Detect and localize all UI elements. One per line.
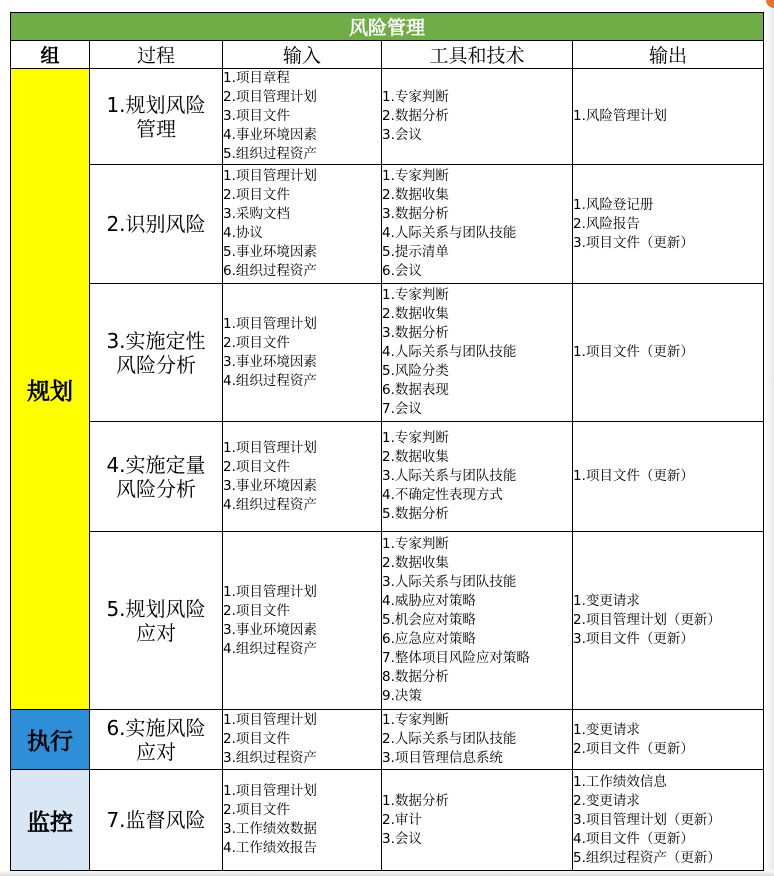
process-name-line: 3.实施定性 <box>106 328 206 353</box>
inputs-cell-item: 1.项目管理计划 <box>223 783 317 799</box>
tools-cell-item: 3.项目管理信息系统 <box>382 750 503 766</box>
header-outputs: 输出 <box>573 41 764 69</box>
process-name <box>90 69 223 165</box>
risk-management-table <box>10 12 764 871</box>
process-name-line: 应对 <box>136 739 176 764</box>
tools-cell-item: 2.人际关系与团队技能 <box>382 731 517 747</box>
outputs-cell-item: 1.变更请求 <box>573 593 640 609</box>
process-name-line: 5.规划风险 <box>106 596 206 621</box>
tools-cell-item: 2.数据收集 <box>382 306 449 322</box>
inputs-cell-item: 3.工作绩效数据 <box>223 821 317 837</box>
inputs-cell-item: 4.工作绩效报告 <box>223 840 317 856</box>
process-row <box>11 165 764 284</box>
tools-cell-item: 1.专家判断 <box>382 287 449 303</box>
outputs-cell <box>573 532 764 710</box>
outputs-cell-item: 4.项目文件（更新） <box>573 830 694 847</box>
tools-cell <box>382 422 573 532</box>
outputs-cell <box>573 284 764 422</box>
process-name <box>90 422 223 532</box>
process-name-line: 4.实施定量 <box>106 452 206 477</box>
inputs-cell <box>223 770 382 871</box>
inputs-cell-item: 4.组织过程资产 <box>223 640 317 657</box>
process-row <box>11 284 764 422</box>
inputs-cell-item: 1.项目管理计划 <box>223 315 317 332</box>
inputs-cell-item: 2.项目文件 <box>223 187 290 203</box>
inputs-cell <box>223 532 382 710</box>
table-title: 风险管理 <box>11 13 764 41</box>
tools-cell-item: 4.人际关系与团队技能 <box>382 225 517 241</box>
tools-cell-item: 3.会议 <box>382 830 422 847</box>
inputs-cell <box>223 69 382 165</box>
header-tools: 工具和技术 <box>382 41 573 69</box>
tools-cell <box>382 284 573 422</box>
outputs-cell-item: 1.工作绩效信息 <box>573 773 667 790</box>
process-row <box>11 770 764 871</box>
outputs-cell <box>573 165 764 284</box>
tools-cell <box>382 710 573 770</box>
process-name <box>90 770 223 871</box>
header-group: 组 <box>11 41 90 69</box>
outputs-cell-item: 1.变更请求 <box>573 721 640 738</box>
tools-cell <box>382 69 573 165</box>
inputs-cell-item: 2.项目文件 <box>223 334 290 351</box>
process-name <box>90 165 223 284</box>
inputs-cell-item: 5.事业环境因素 <box>223 244 317 260</box>
outputs-cell-item: 1.风险管理计划 <box>573 108 667 124</box>
tools-cell-item: 8.数据分析 <box>382 669 449 685</box>
tools-cell-item: 7.整体项目风险应对策略 <box>382 650 530 666</box>
tools-cell-item: 3.数据分析 <box>382 206 449 222</box>
inputs-cell-item: 3.事业环境因素 <box>223 353 317 370</box>
outputs-cell-item: 3.项目文件（更新） <box>573 234 694 251</box>
outputs-cell-item: 2.变更请求 <box>573 792 640 809</box>
tools-cell-item: 6.会议 <box>382 263 422 279</box>
tools-cell-item: 4.不确定性表现方式 <box>382 487 503 503</box>
tools-cell-item: 4.人际关系与团队技能 <box>382 344 517 360</box>
tools-cell-item: 2.审计 <box>382 811 422 828</box>
outputs-cell-item: 5.组织过程资产（更新） <box>573 849 721 866</box>
tools-cell-item: 2.数据收集 <box>382 187 449 203</box>
tools-cell-item: 1.数据分析 <box>382 792 449 809</box>
tools-cell-item: 4.威胁应对策略 <box>382 593 476 609</box>
group-monitoring: 监控 <box>11 770 90 871</box>
tools-cell-item: 2.数据收集 <box>382 449 449 465</box>
tools-cell-item: 1.专家判断 <box>382 430 449 446</box>
tools-cell-item: 3.人际关系与团队技能 <box>382 468 517 484</box>
outputs-cell <box>573 422 764 532</box>
process-row <box>11 422 764 532</box>
outputs-cell-item: 1.项目文件（更新） <box>573 468 694 484</box>
process-name <box>90 284 223 422</box>
tools-cell-item: 1.专家判断 <box>382 712 449 728</box>
process-name <box>90 532 223 710</box>
process-name-line: 2.识别风险 <box>106 212 206 236</box>
process-row <box>11 710 764 770</box>
outputs-cell-item: 2.项目管理计划（更新） <box>573 612 721 628</box>
tools-cell-item: 5.风险分类 <box>382 363 449 379</box>
inputs-cell-item: 4.组织过程资产 <box>223 496 317 513</box>
outputs-cell-item: 2.项目文件（更新） <box>573 740 694 757</box>
inputs-cell-item: 6.组织过程资产 <box>223 263 317 279</box>
tools-cell <box>382 165 573 284</box>
inputs-cell-item: 2.项目文件 <box>223 802 290 818</box>
tools-cell-item: 2.数据分析 <box>382 108 449 124</box>
inputs-cell-item: 3.事业环境因素 <box>223 621 317 638</box>
process-name-line: 应对 <box>136 620 176 645</box>
outputs-cell-item: 3.项目文件（更新） <box>573 631 694 647</box>
group-executing: 执行 <box>11 710 90 770</box>
tools-cell-item: 3.会议 <box>382 127 422 143</box>
tools-cell-item: 1.专家判断 <box>382 168 449 184</box>
inputs-cell-item: 1.项目管理计划 <box>223 712 317 728</box>
title-row <box>11 13 764 41</box>
inputs-cell-item: 1.项目管理计划 <box>223 168 317 184</box>
inputs-cell <box>223 422 382 532</box>
tools-cell-item: 3.数据分析 <box>382 325 449 341</box>
inputs-cell-item: 3.组织过程资产 <box>223 750 317 766</box>
header-row <box>11 41 764 69</box>
tools-cell <box>382 770 573 871</box>
tools-cell-item: 2.数据收集 <box>382 555 449 571</box>
tools-cell <box>382 532 573 710</box>
tools-cell-item: 1.专家判断 <box>382 536 449 552</box>
process-row <box>11 532 764 710</box>
tools-cell-item: 5.机会应对策略 <box>382 612 476 628</box>
tools-cell-item: 5.提示清单 <box>382 244 449 260</box>
outputs-cell-item: 2.风险报告 <box>573 215 640 232</box>
process-name <box>90 710 223 770</box>
inputs-cell-item: 3.采购文档 <box>223 206 290 222</box>
inputs-cell-item: 4.协议 <box>223 225 263 241</box>
tools-cell-item: 6.数据表现 <box>382 382 449 398</box>
process-name-line: 6.实施风险 <box>106 715 206 740</box>
page-shadow-right <box>766 8 774 870</box>
outputs-cell <box>573 770 764 871</box>
tools-cell-item: 7.会议 <box>382 401 422 417</box>
inputs-cell-item: 2.项目管理计划 <box>223 89 317 105</box>
inputs-cell <box>223 710 382 770</box>
inputs-cell-item: 1.项目章程 <box>223 70 290 86</box>
inputs-cell <box>223 165 382 284</box>
header-process: 过程 <box>90 41 223 69</box>
inputs-cell-item: 2.项目文件 <box>223 731 290 747</box>
process-row <box>11 69 764 165</box>
inputs-cell-item: 4.组织过程资产 <box>223 372 317 389</box>
tools-cell-item: 9.决策 <box>382 688 422 704</box>
inputs-cell-item: 3.事业环境因素 <box>223 477 317 494</box>
group-planning: 规划 <box>11 69 90 710</box>
inputs-cell-item: 4.事业环境因素 <box>223 127 317 143</box>
inputs-cell-item: 3.项目文件 <box>223 108 290 124</box>
process-name-line: 风险分析 <box>116 476 196 501</box>
outputs-cell-item: 1.项目文件（更新） <box>573 344 694 360</box>
inputs-cell-item: 1.项目管理计划 <box>223 583 317 600</box>
tools-cell-item: 1.专家判断 <box>382 89 449 105</box>
tools-cell-item: 3.人际关系与团队技能 <box>382 574 517 590</box>
inputs-cell <box>223 284 382 422</box>
inputs-cell-item: 1.项目管理计划 <box>223 439 317 456</box>
process-name-line: 7.监督风险 <box>106 808 206 832</box>
process-name-line: 1.规划风险 <box>106 92 206 117</box>
tools-cell-item: 6.应急应对策略 <box>382 631 476 647</box>
corner-accent <box>766 0 774 8</box>
header-inputs: 输入 <box>223 41 382 69</box>
outputs-cell-item: 3.项目管理计划（更新） <box>573 811 721 828</box>
process-name-line: 风险分析 <box>116 352 196 377</box>
inputs-cell-item: 2.项目文件 <box>223 458 290 475</box>
inputs-cell-item: 5.组织过程资产 <box>223 146 317 162</box>
outputs-cell-item: 1.风险登记册 <box>573 196 654 213</box>
outputs-cell <box>573 710 764 770</box>
inputs-cell-item: 2.项目文件 <box>223 602 290 619</box>
outputs-cell <box>573 69 764 165</box>
tools-cell-item: 5.数据分析 <box>382 506 449 522</box>
process-name-line: 管理 <box>136 116 176 141</box>
